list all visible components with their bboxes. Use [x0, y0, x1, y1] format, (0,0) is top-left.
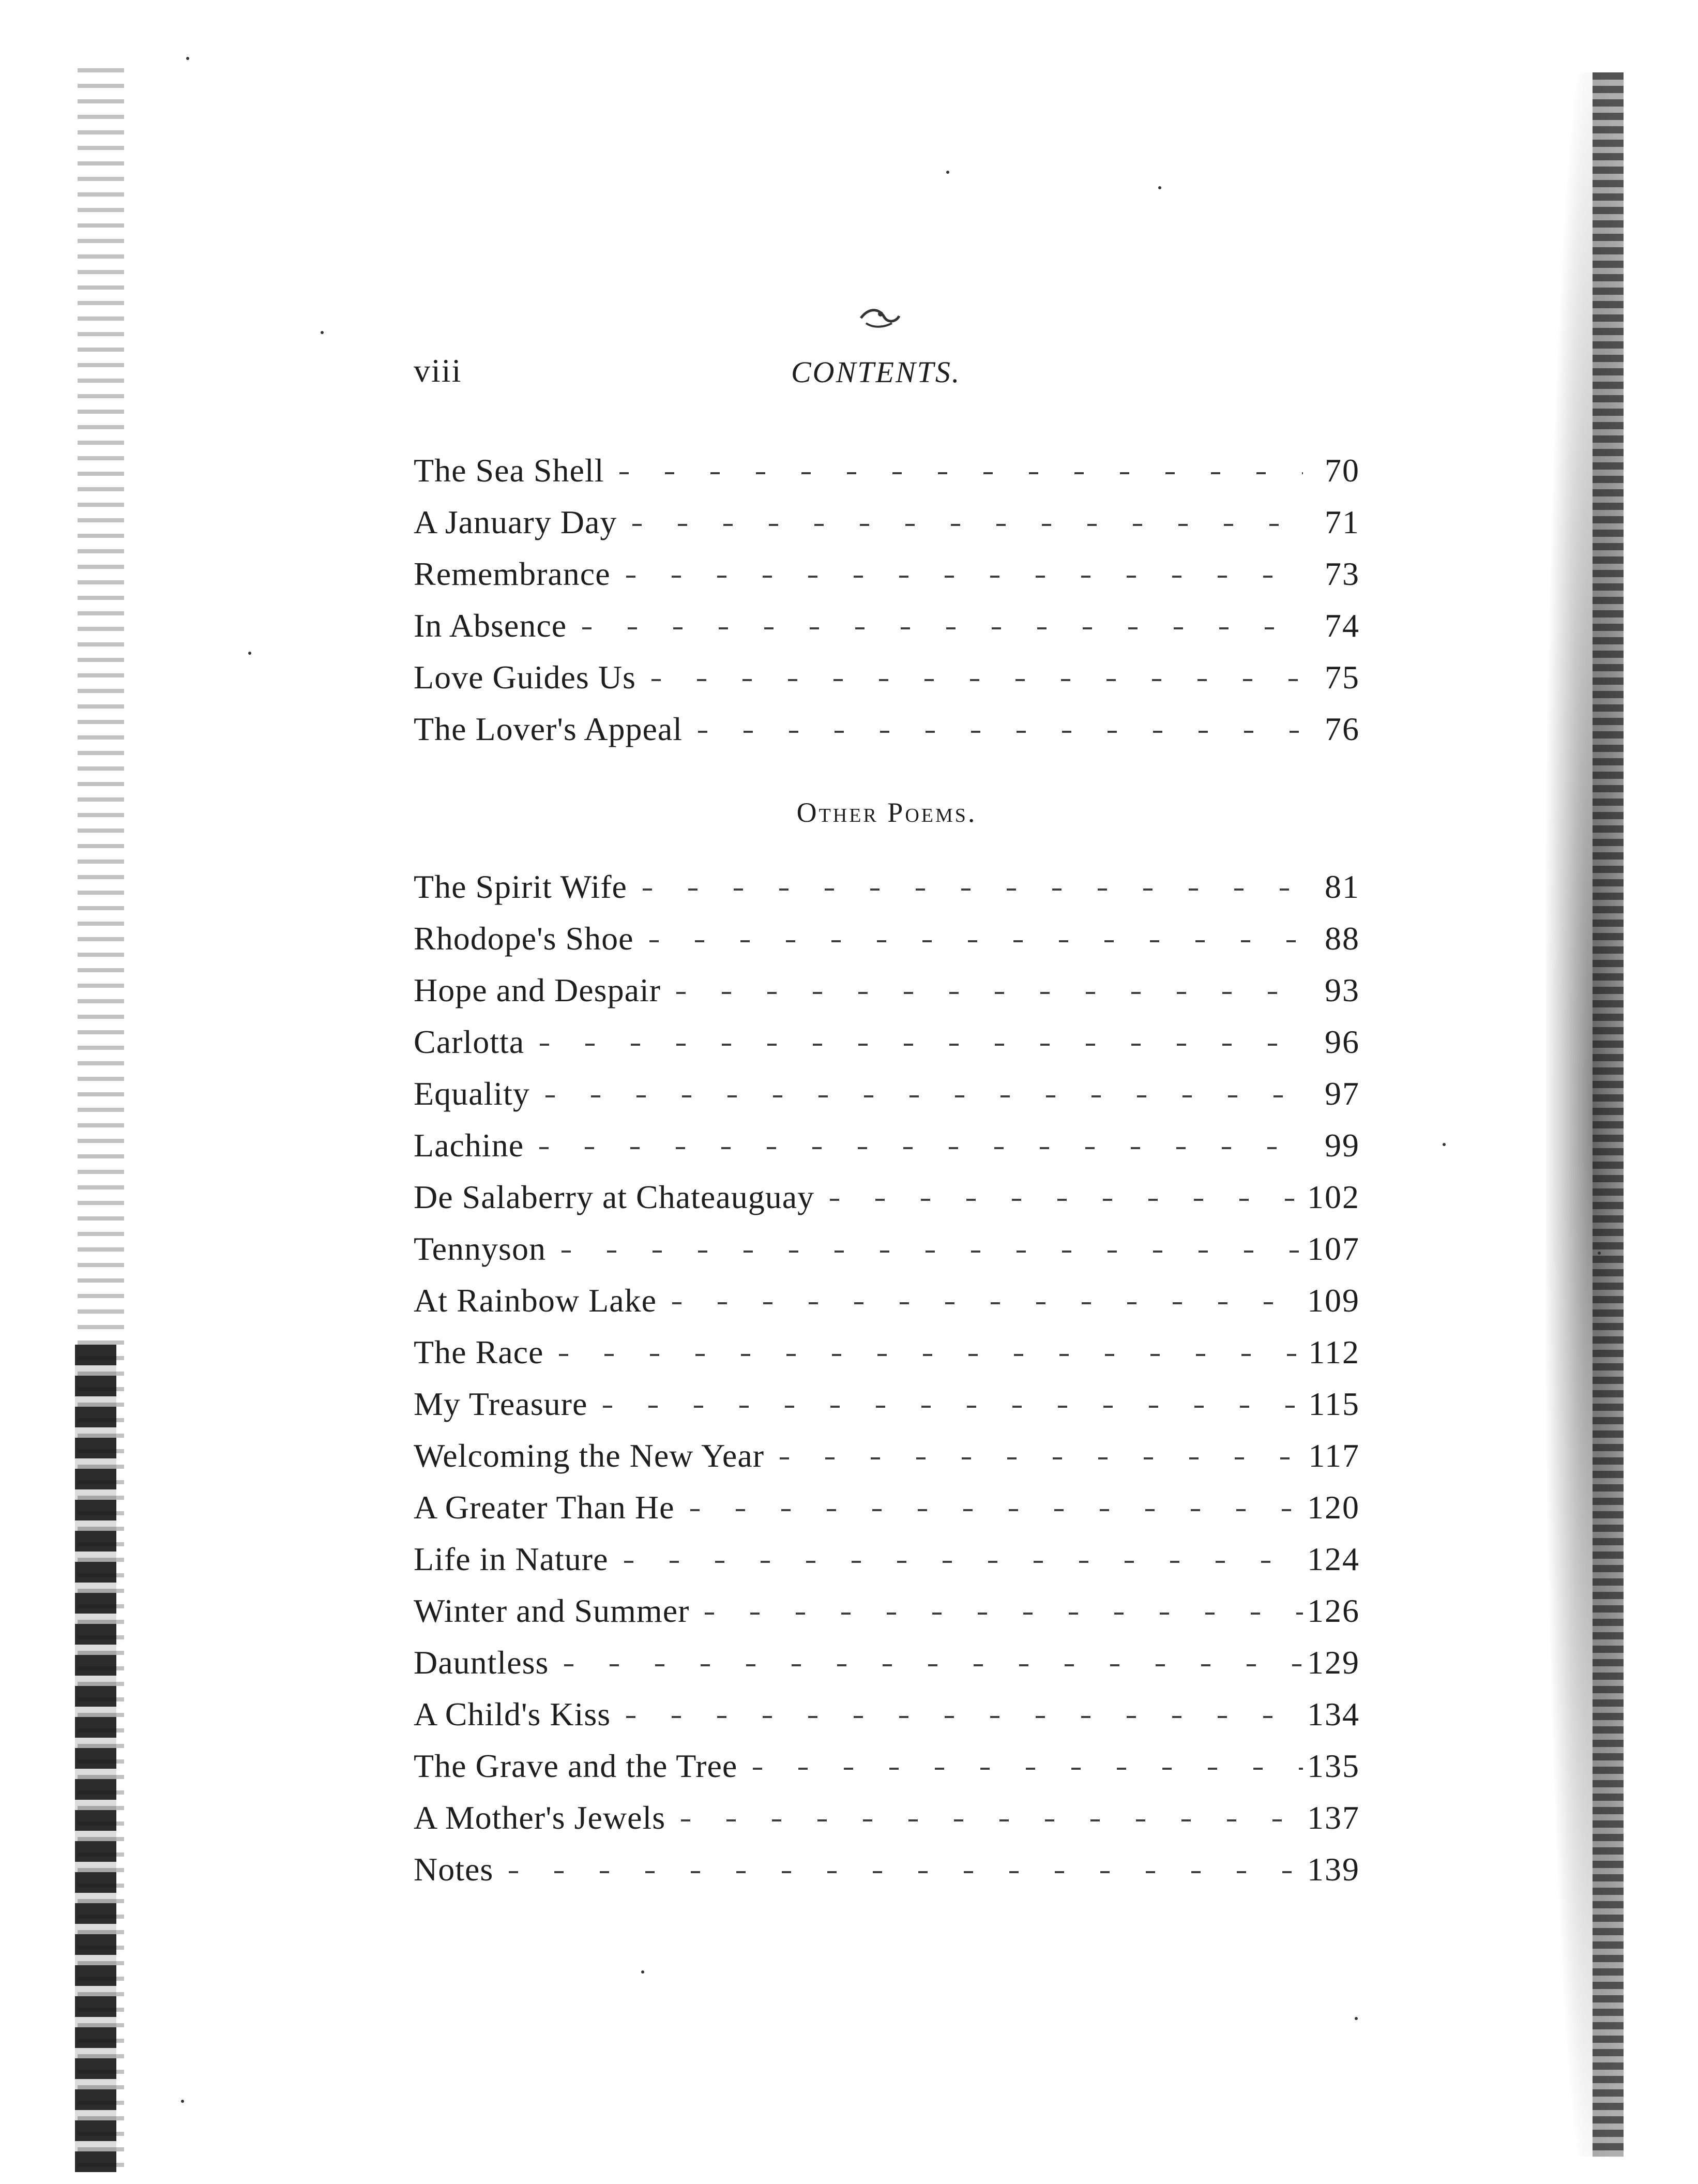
toc-entry-title: Rhodope's Shoe	[414, 920, 634, 957]
toc-entry-title: The Grave and the Tree	[414, 1748, 738, 1784]
toc-dot-leader	[626, 1716, 1303, 1718]
binding-shadow-left-dark	[75, 1345, 116, 2172]
toc-entry-title: Welcoming the New Year	[414, 1437, 765, 1474]
toc-entry-page: 120	[1307, 1489, 1360, 1526]
toc-entry	[414, 1016, 1360, 1068]
toc-entry-page: 70	[1325, 452, 1360, 489]
toc-dot-leader	[603, 1406, 1303, 1408]
toc-dot-leader	[540, 1044, 1303, 1046]
toc-dot-leader	[545, 1095, 1303, 1097]
toc-entry-page: 73	[1325, 555, 1360, 592]
toc-entry	[414, 1637, 1360, 1689]
toc-entry-page: 96	[1325, 1023, 1360, 1060]
toc-entry-page: 97	[1325, 1075, 1360, 1112]
toc-dot-leader	[651, 679, 1303, 681]
toc-dot-leader	[643, 888, 1303, 891]
toc-entry-title: Winter and Summer	[414, 1592, 690, 1629]
scan-speck	[321, 331, 324, 334]
toc-dot-leader	[564, 1664, 1303, 1666]
toc-entry-title: At Rainbow Lake	[414, 1282, 657, 1319]
scan-speck	[1158, 186, 1161, 189]
toc-entry-page: 81	[1325, 868, 1360, 905]
toc-entry-page: 135	[1307, 1748, 1360, 1784]
toc-entry-title: A Greater Than He	[414, 1489, 675, 1526]
toc-entry	[414, 1223, 1360, 1275]
toc-entry	[414, 600, 1360, 652]
toc-entry-title: In Absence	[414, 607, 567, 644]
scan-speck	[1443, 1143, 1446, 1146]
toc-entry-title: My Treasure	[414, 1385, 588, 1422]
toc-entry-title: Dauntless	[414, 1644, 549, 1681]
toc-entry	[414, 965, 1360, 1016]
toc-entry-page: 109	[1307, 1282, 1360, 1319]
page-edge-strip-right	[1593, 72, 1624, 2157]
toc-entry	[414, 1844, 1360, 1895]
toc-dot-leader	[830, 1199, 1303, 1201]
ornament-icon	[856, 303, 902, 334]
toc-entry-page: 124	[1307, 1541, 1360, 1577]
scan-speck	[1598, 1252, 1601, 1255]
toc-entry-page: 107	[1307, 1230, 1360, 1267]
toc-entry-title: Love Guides Us	[414, 659, 636, 696]
toc-entry	[414, 861, 1360, 913]
toc-dot-leader	[539, 1147, 1303, 1149]
toc-entry	[414, 703, 1360, 755]
toc-entry-title: Lachine	[414, 1127, 524, 1164]
toc-entry-page: 102	[1307, 1179, 1360, 1215]
scan-speck	[186, 57, 189, 60]
toc-entry	[414, 1171, 1360, 1223]
toc-entry-title: The Spirit Wife	[414, 868, 627, 905]
toc-entry-title: Notes	[414, 1851, 494, 1888]
toc-dot-leader	[753, 1768, 1303, 1770]
toc-dot-leader	[626, 576, 1303, 578]
toc-entry-title: A Child's Kiss	[414, 1696, 611, 1733]
toc-entry-page: 93	[1325, 972, 1360, 1008]
toc-dot-leader	[509, 1871, 1303, 1873]
toc-entry	[414, 1482, 1360, 1533]
toc-entry	[414, 1068, 1360, 1120]
toc-entry	[414, 1585, 1360, 1637]
toc-dot-leader	[681, 1819, 1303, 1821]
toc-dot-leader	[698, 731, 1303, 733]
toc-entry	[414, 445, 1360, 496]
toc-dot-leader	[676, 992, 1303, 994]
toc-dot-leader	[562, 1251, 1303, 1253]
toc-entry-title: Life in Nature	[414, 1541, 609, 1577]
toc-entry-page: 112	[1308, 1334, 1360, 1370]
toc-entry	[414, 1327, 1360, 1378]
toc-entry-page: 139	[1307, 1851, 1360, 1888]
toc-entry-title: A January Day	[414, 504, 617, 540]
toc-dot-leader	[559, 1354, 1303, 1356]
page-number: viii	[414, 352, 462, 389]
toc-entry-title: Carlotta	[414, 1023, 525, 1060]
toc-entry-title: Hope and Despair	[414, 972, 661, 1008]
toc-entry-page: 76	[1325, 711, 1360, 747]
toc-entry-title: Equality	[414, 1075, 530, 1112]
scan-speck	[248, 652, 251, 655]
toc-entry	[414, 1275, 1360, 1327]
toc-entry-page: 137	[1307, 1799, 1360, 1836]
toc-entry-page: 129	[1307, 1644, 1360, 1681]
scan-speck	[946, 171, 949, 174]
toc-entry	[414, 1120, 1360, 1171]
toc-dot-leader	[632, 524, 1303, 526]
toc-entry-page: 134	[1307, 1696, 1360, 1733]
toc-entry-page: 126	[1307, 1592, 1360, 1629]
toc-entry-page: 88	[1325, 920, 1360, 957]
scan-speck	[641, 1970, 644, 1974]
toc-entry-page: 99	[1325, 1127, 1360, 1164]
page-header	[414, 352, 1344, 403]
toc-entry-page: 74	[1325, 607, 1360, 644]
toc-entry-title: Tennyson	[414, 1230, 546, 1267]
toc-entry-title: De Salaberry at Chateauguay	[414, 1179, 815, 1215]
toc-entry	[414, 1740, 1360, 1792]
toc-entry	[414, 1689, 1360, 1740]
toc-entry	[414, 913, 1360, 965]
toc-entry-page: 115	[1308, 1385, 1360, 1422]
toc-entry	[414, 1792, 1360, 1844]
toc-section-two	[414, 861, 1360, 1895]
toc-dot-leader	[672, 1302, 1303, 1304]
section-heading: Other Poems.	[796, 797, 977, 828]
toc-dot-leader	[649, 940, 1303, 942]
toc-entry-title: The Race	[414, 1334, 544, 1370]
toc-dot-leader	[705, 1613, 1303, 1615]
toc-entry	[414, 1533, 1360, 1585]
toc-entry-title: Remembrance	[414, 555, 611, 592]
running-title: CONTENTS.	[791, 355, 961, 389]
toc-entry	[414, 1430, 1360, 1482]
toc-entry-title: The Sea Shell	[414, 452, 604, 489]
toc-dot-leader	[582, 627, 1303, 629]
toc-entry-page: 75	[1325, 659, 1360, 696]
toc-entry	[414, 652, 1360, 703]
toc-entry	[414, 548, 1360, 600]
toc-dot-leader	[619, 472, 1303, 474]
toc-entry-title: A Mother's Jewels	[414, 1799, 666, 1836]
toc-entry-page: 71	[1325, 504, 1360, 540]
toc-entry	[414, 496, 1360, 548]
toc-section-one	[414, 445, 1360, 755]
toc-dot-leader	[624, 1561, 1303, 1563]
scan-speck	[181, 2100, 184, 2103]
toc-dot-leader	[690, 1509, 1303, 1511]
toc-entry-page: 117	[1308, 1437, 1360, 1474]
toc-entry	[414, 1378, 1360, 1430]
scan-speck	[1355, 2017, 1358, 2020]
toc-entry-title: The Lover's Appeal	[414, 711, 683, 747]
toc-dot-leader	[780, 1457, 1303, 1459]
